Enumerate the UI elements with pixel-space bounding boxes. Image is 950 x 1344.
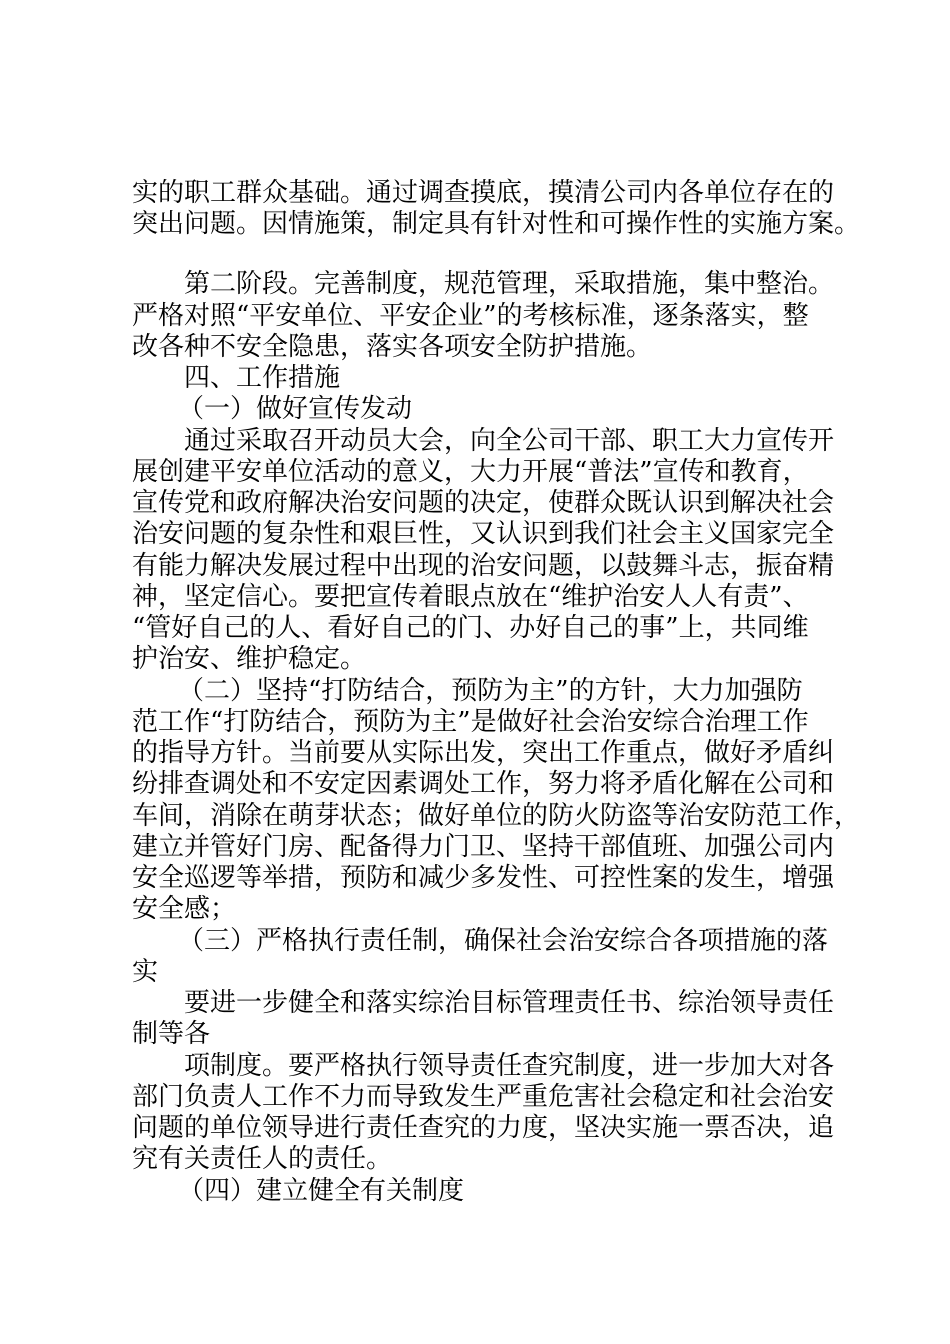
subsection-heading: （一）做好宣传发动 <box>178 394 413 424</box>
body-line: 神，坚定信心。要把宣传着眼点放在“维护治安人人有责”、 <box>132 582 809 612</box>
body-line: 实 <box>132 957 159 987</box>
body-line: 第二阶段。完善制度，规范管理，采取措施，集中整治。 <box>184 269 835 299</box>
body-line: 部门负责人工作不力而导致发生严重危害社会稳定和社会治安 <box>132 1082 835 1112</box>
body-line: 建立并管好门房、配备得力门卫、坚持干部值班、加强公司内 <box>132 832 835 862</box>
body-line: 项制度。要严格执行领导责任查究制度，进一步加大对各 <box>184 1051 835 1081</box>
section-heading: 四、工作措施 <box>184 363 341 393</box>
body-line: 车间，消除在萌芽状态；做好单位的防火防盗等治安防范工作， <box>132 801 861 831</box>
body-line: 通过采取召开动员大会，向全公司干部、职工大力宣传开 <box>184 426 835 456</box>
body-line: 宣传党和政府解决治安问题的决定，使群众既认识到解决社会 <box>132 488 835 518</box>
body-line: 纷排查调处和不安定因素调处工作，努力将矛盾化解在公司和 <box>132 769 835 799</box>
body-line: 展创建平安单位活动的意义，大力开展“普法”宣传和教育， <box>132 457 809 487</box>
body-line: 安全巡逻等举措，预防和减少多发性、可控性案的发生，增强 <box>132 863 835 893</box>
subsection-heading: （三）严格执行责任制，确保社会治安综合各项措施的落 <box>178 926 829 956</box>
subsection-heading: （四）建立健全有关制度 <box>178 1176 465 1206</box>
body-line: 护治安、维护稳定。 <box>132 644 367 674</box>
body-line: 治安问题的复杂性和艰巨性，又认识到我们社会主义国家完全 <box>132 519 835 549</box>
body-line: 的指导方针。当前要从实际出发，突出工作重点，做好矛盾纠 <box>132 738 835 768</box>
body-line: 范工作“打防结合，预防为主”是做好社会治安综合治理工作 <box>132 707 809 737</box>
body-line: 突出问题。因情施策，制定具有针对性和可操作性的实施方案。 <box>132 209 861 239</box>
subsection-heading: （二）坚持“打防结合，预防为主”的方针，大力加强防 <box>178 676 803 706</box>
body-line: 改各种不安全隐患，落实各项安全防护措施。 <box>132 332 653 362</box>
body-line: “管好自己的人、看好自己的门、办好自己的事”上，共同维 <box>132 613 809 643</box>
body-line: 实的职工群众基础。通过调查摸底，摸清公司内各单位存在的 <box>132 178 835 208</box>
body-line: 安全感； <box>132 894 237 924</box>
body-line: 有能力解决发展过程中出现的治安问题，以鼓舞斗志，振奋精 <box>132 551 835 581</box>
body-line: 究有关责任人的责任。 <box>132 1144 393 1174</box>
body-line: 要进一步健全和落实综治目标管理责任书、综治领导责任 <box>184 988 835 1018</box>
body-line: 问题的单位领导进行责任查究的力度，坚决实施一票否决，追 <box>132 1113 835 1143</box>
body-line: 制等各 <box>132 1019 211 1049</box>
body-line: 严格对照“平安单位、平安企业”的考核标准，逐条落实，整 <box>132 301 809 331</box>
